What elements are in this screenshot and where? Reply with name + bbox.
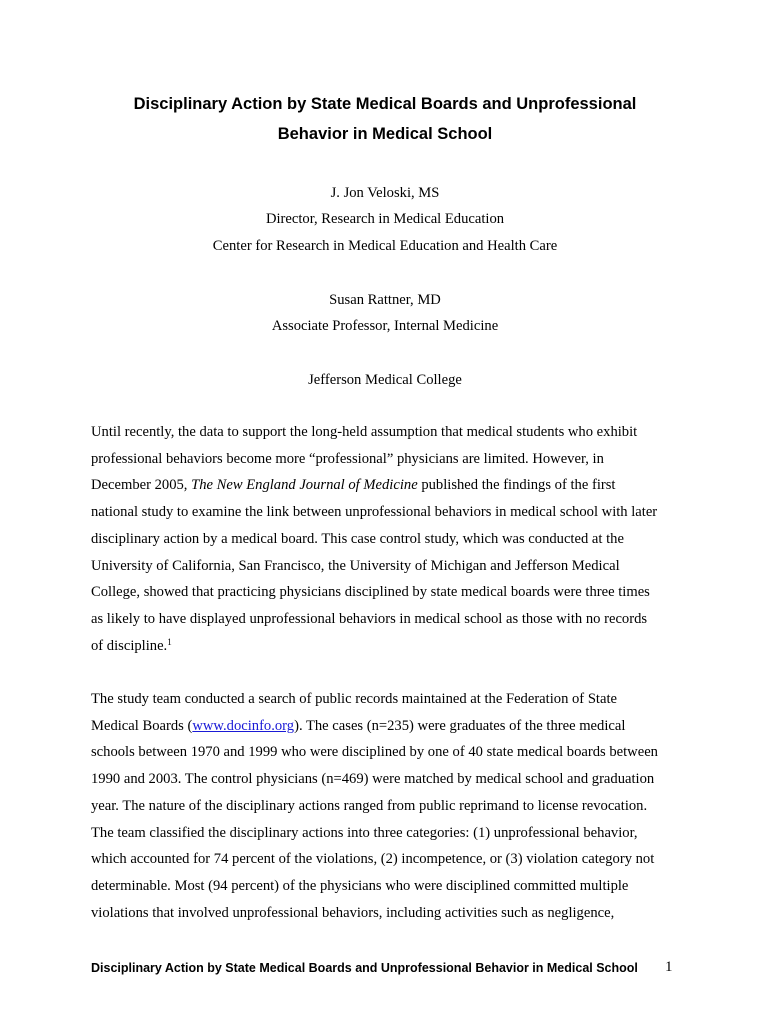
body-paragraph-1 bbox=[91, 419, 691, 659]
author2-name: Susan Rattner, MD bbox=[329, 292, 441, 308]
author1-name: J. Jon Veloski, MS bbox=[330, 185, 440, 201]
paragraph-line bbox=[91, 472, 691, 499]
paragraph-line: schools between 1970 and 1999 who were disciplined by one of 40 state medical boards between bbox=[91, 744, 658, 761]
paragraph-line bbox=[91, 633, 691, 660]
author1-center: Center for Research in Medical Education and Health Care bbox=[212, 238, 558, 254]
paragraph-line: disciplinary action by a medical board. This case control study, which was conducted at the bbox=[91, 530, 624, 547]
footnote-reference: 1 bbox=[167, 636, 172, 647]
paragraph-line: The study team conducted a search of public records maintained at the Federation of State bbox=[91, 691, 617, 707]
paragraph-line: 1990 and 2003. The control physicians (n=469) were matched by medical school and graduation bbox=[91, 771, 655, 788]
paragraph-line: Until recently, the data to support the long-held assumption that medical students who exhibit bbox=[91, 424, 638, 440]
paragraph-line bbox=[91, 713, 691, 740]
paragraph-line: as likely to have displayed unprofessional behaviors in medical school as those with no records bbox=[91, 610, 648, 627]
journal-name: The New England Journal of Medicine bbox=[191, 477, 418, 494]
page-footer: Disciplinary Action by State Medical Boards and Unprofessional Behavior in Medical School bbox=[91, 961, 638, 975]
paragraph-line: year. The nature of the disciplinary actions ranged from public reprimand to license revocation. bbox=[91, 797, 648, 814]
author2-position: Associate Professor, Internal Medicine bbox=[271, 318, 499, 334]
paragraph-line: The team classified the disciplinary actions into three categories: (1) unprofessional behavior, bbox=[91, 824, 638, 841]
text-span: of discipline. bbox=[91, 637, 168, 654]
paragraph-line: University of California, San Francisco, the University of Michigan and Jefferson Medical bbox=[91, 557, 620, 574]
author1-position: Director, Research in Medical Education bbox=[265, 211, 505, 227]
text-span: ). The cases (n=235) were graduates of the three medical bbox=[294, 717, 626, 734]
document-title-line-1: Disciplinary Action by State Medical Boards and Unprofessional bbox=[133, 95, 637, 113]
paragraph-line: professional behaviors become more “professional” physicians are limited. However, in bbox=[91, 450, 604, 467]
institution: Jefferson Medical College bbox=[308, 372, 462, 388]
paragraph-line: College, showed that practicing physicians disciplined by state medical boards were three times bbox=[91, 584, 650, 601]
docinfo-link[interactable]: www.docinfo.org bbox=[192, 717, 295, 734]
paragraph-line: determinable. Most (94 percent) of the physicians who were disciplined committed multiple bbox=[91, 877, 629, 894]
paragraph-line: which accounted for 74 percent of the violations, (2) incompetence, or (3) violation category not bbox=[91, 851, 655, 868]
text-span: Medical Boards ( bbox=[91, 717, 193, 734]
paragraph-line: national study to examine the link between unprofessional behaviors in medical school with later bbox=[91, 504, 658, 521]
paragraph-line: violations that involved unprofessional behaviors, including activities such as negligence, bbox=[91, 904, 615, 921]
page-number: 1 bbox=[665, 959, 673, 975]
text-span: published the findings of the first bbox=[417, 477, 616, 494]
text-span: December 2005, bbox=[91, 477, 192, 494]
document-title-line-2: Behavior in Medical School bbox=[277, 125, 493, 143]
body-paragraph-2 bbox=[91, 686, 691, 926]
